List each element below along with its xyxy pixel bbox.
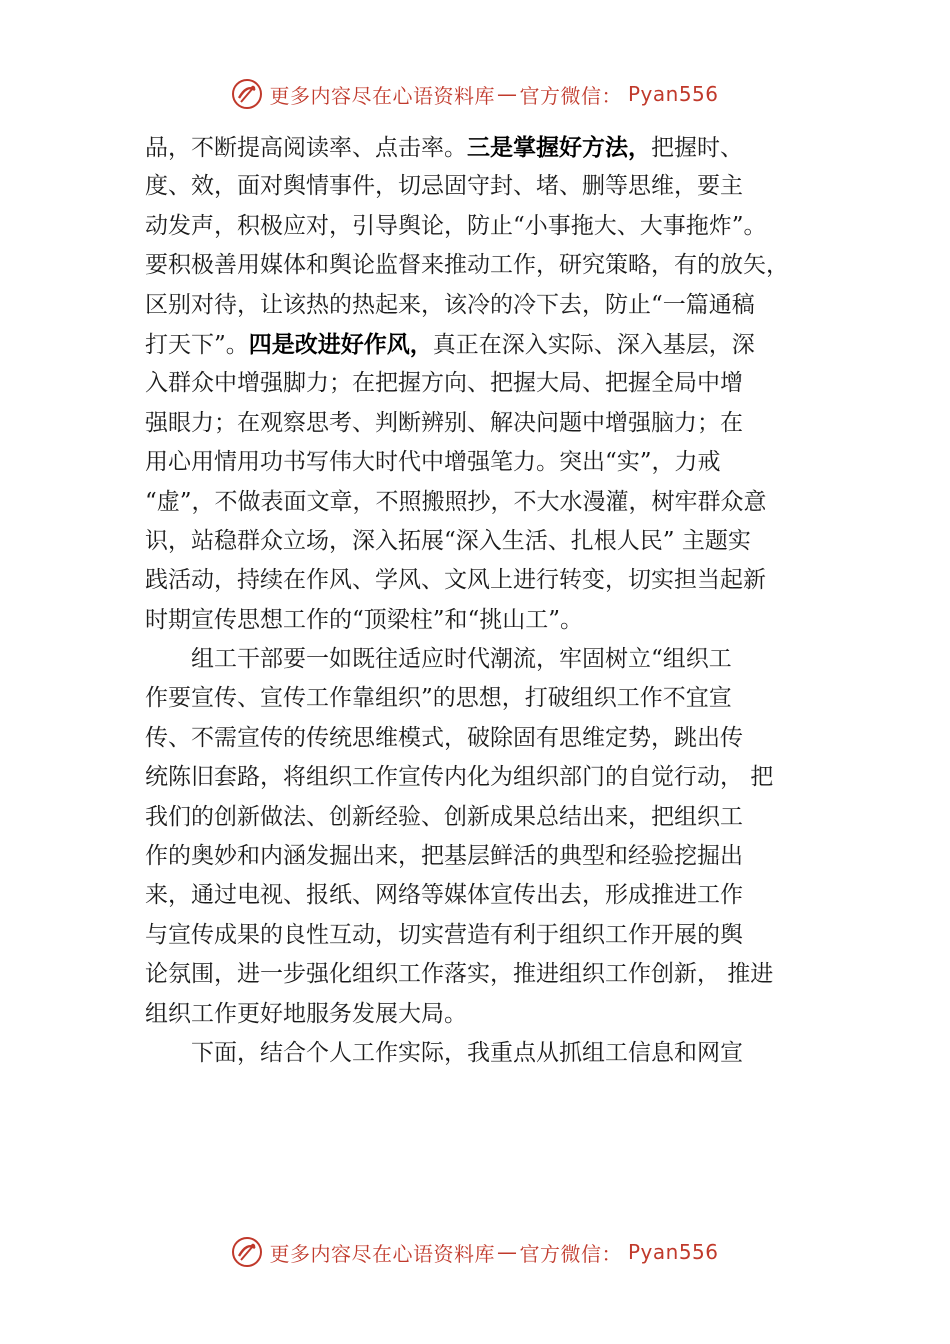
logo-icon: [231, 1236, 263, 1268]
text-line: [145, 601, 815, 640]
text-line: [145, 955, 815, 994]
text-line: [145, 876, 815, 915]
text-line: [145, 286, 815, 325]
watermark-dash: —: [496, 82, 518, 106]
text-line: [145, 167, 815, 206]
text-line: [145, 758, 815, 797]
text-segment: 把握时、: [651, 135, 743, 161]
text-line: [145, 404, 815, 443]
text-segment: 真正在深入实际、深入基层，深: [432, 331, 755, 358]
text-line: [145, 325, 815, 364]
text-line: [145, 1034, 815, 1073]
text-line: [145, 561, 815, 600]
text-line: [145, 719, 815, 758]
text-segment: 入群众中增强脚力；在把握方向、把握大局、把握全局中增: [145, 370, 743, 397]
text-segment: 用心用情用功书写伟大时代中增强笔力。突出“实”，力戒: [145, 449, 721, 476]
text-segment: 组织工作更好地服务发展大局。: [145, 1000, 467, 1027]
watermark-label: 官方微信：: [519, 1241, 622, 1266]
watermark-brand: 更多内容尽在心语资料库: [269, 1241, 495, 1266]
watermark-label: 官方微信：: [519, 83, 622, 108]
text-segment: 度、效，面对舆情事件，切忌固守封、堵、删等思维，要主: [145, 173, 743, 200]
text-segment: 区别对待，让该热的热起来，该冷的冷下去，防止“一篇通稿: [145, 291, 755, 318]
text-segment: 传、不需宣传的传统思维模式，破除固有思维定势，跳出传: [145, 724, 743, 751]
text-line: [145, 798, 815, 837]
text-segment: 统陈旧套路，将组织工作宣传内化为组织部门的自觉行动， 把: [145, 764, 774, 791]
text-segment: 组工干部要一如既往适应时代潮流，牢固树立“组织工: [191, 646, 732, 673]
text-line: [145, 522, 815, 561]
text-segment: 强眼力；在观察思考、判断辨别、解决问题中增强脑力；在: [145, 409, 743, 436]
text-segment: 要积极善用媒体和舆论监督来推动工作，研究策略，有的放矢，: [145, 252, 789, 279]
text-segment: 时期宣传思想工作的“顶梁柱”和“挑山工”。: [145, 606, 584, 633]
text-segment: “虚”，不做表面文章，不照搬照抄，不大水漫灌，树牢群众意: [145, 488, 767, 515]
text-segment: 品，不断提高阅读率、点击率。: [145, 135, 467, 161]
text-line: [145, 207, 815, 246]
text-segment: 论氛围，进一步强化组织工作落实，推进组织工作创新， 推进: [145, 961, 774, 988]
text-segment: 践活动，持续在作风、学风、文风上进行转变，切实担当起新: [145, 567, 766, 594]
text-segment: 作的奥妙和内涵发掘出来，把基层鲜活的典型和经验挖掘出: [145, 843, 743, 870]
text-line: [145, 483, 815, 522]
text-segment: 动发声，积极应对，引导舆论，防止“小事拖大、大事拖炸”。: [145, 212, 767, 239]
text-line: [145, 443, 815, 482]
text-line: [145, 995, 815, 1034]
text-line: [145, 916, 815, 955]
watermark-dash: —: [496, 1240, 518, 1264]
footer-watermark: [0, 1232, 950, 1272]
header-watermark: [0, 74, 950, 114]
text-segment: 与宣传成果的良性互动，切实营造有利于组织工作开展的舆: [145, 921, 743, 948]
document-body: [145, 128, 815, 1073]
text-line: [145, 364, 815, 403]
text-segment: 作要宣传、宣传工作靠组织”的思想，打破组织工作不宜宣: [145, 685, 732, 712]
text-segment: 下面，结合个人工作实际，我重点从抓组工信息和网宣: [191, 1039, 743, 1066]
bold-heading: 四是改进好作风，: [248, 330, 433, 358]
text-line: [145, 246, 815, 285]
bold-heading: 三是掌握好方法，: [467, 134, 651, 161]
text-segment: 打天下”。: [145, 331, 249, 358]
text-segment: 来，通过电视、报纸、网络等媒体宣传出去，形成推进工作: [145, 882, 743, 909]
text-segment: 我们的创新做法、创新经验、创新成果总结出来，把组织工: [145, 803, 743, 830]
text-line: [145, 128, 815, 167]
text-line: [145, 679, 815, 718]
text-line: [145, 837, 815, 876]
logo-icon: [231, 78, 263, 110]
watermark-wechat-id: Pyan556: [627, 82, 719, 106]
watermark-wechat-id: Pyan556: [627, 1240, 719, 1264]
text-line: [145, 640, 815, 679]
text-segment: 识，站稳群众立场，深入拓展“深入生活、扎根人民” 主题实: [145, 527, 751, 554]
watermark-brand: 更多内容尽在心语资料库: [269, 83, 495, 108]
